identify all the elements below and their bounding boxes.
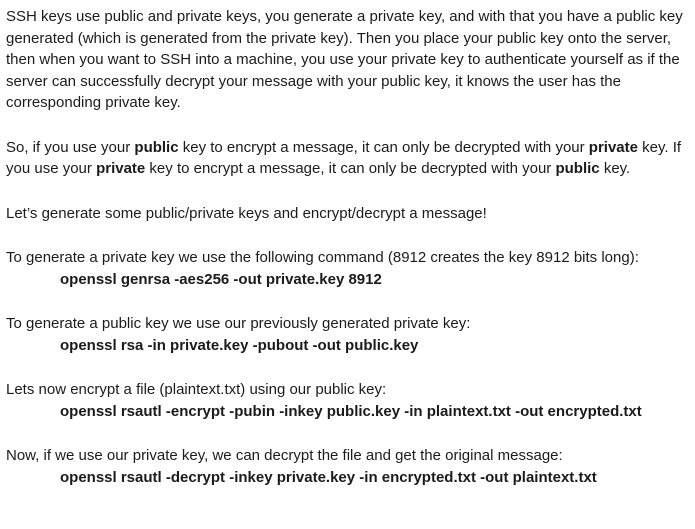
- document-body: [6, 6, 687, 488]
- section-decrypt-file: [6, 445, 687, 488]
- paragraph-lets-generate: Let’s generate some public/private keys and encrypt/decrypt a message!: [6, 204, 487, 222]
- text-segment: key to encrypt a message, it can only be decrypted with your: [145, 160, 556, 177]
- bold-keyword: private: [588, 138, 638, 156]
- text-segment: key to encrypt a message, it can only be decrypted with your: [178, 138, 589, 156]
- section-intro: Lets now encrypt a file (plaintext.txt) using our public key:: [6, 381, 387, 398]
- text-segment: key. If you use your: [6, 138, 682, 177]
- paragraph-ssh-intro: SSH keys use public and private keys, you generate a private key, and with that you have a public key generated (which is generated from the private key). Then you place your public key onto the server, then when you want to SSH into a machine, you use your private key to authenticate yourself as if the server can successfully decrypt your message with your public key, it knows the user has the corresponding private key.: [6, 8, 683, 111]
- command-line: openssl rsautl -encrypt -pubin -inkey public.key -in plaintext.txt -out encrypted.txt: [60, 402, 642, 420]
- section-intro: To generate a private key we use the following command (8912 creates the key 8912 bits long):: [6, 249, 639, 266]
- command-line: openssl genrsa -aes256 -out private.key 8912: [60, 270, 382, 288]
- section-private-key: [6, 247, 687, 290]
- command-line: openssl rsa -in private.key -pubout -out public.key: [60, 336, 419, 354]
- text-segment: So, if you use your: [6, 138, 135, 156]
- text-segment: key.: [599, 160, 631, 177]
- bold-keyword: public: [555, 160, 600, 177]
- section-public-key: [6, 313, 687, 356]
- section-intro: To generate a public key we use our previously generated private key:: [6, 315, 471, 332]
- section-encrypt-file: [6, 379, 687, 422]
- paragraph-key-usage: [6, 137, 687, 180]
- bold-keyword: public: [134, 138, 179, 156]
- command-line: openssl rsautl -decrypt -inkey private.key -in encrypted.txt -out plaintext.txt: [60, 468, 597, 486]
- section-intro: Now, if we use our private key, we can decrypt the file and get the original message:: [6, 447, 563, 464]
- bold-keyword: private: [96, 160, 146, 177]
